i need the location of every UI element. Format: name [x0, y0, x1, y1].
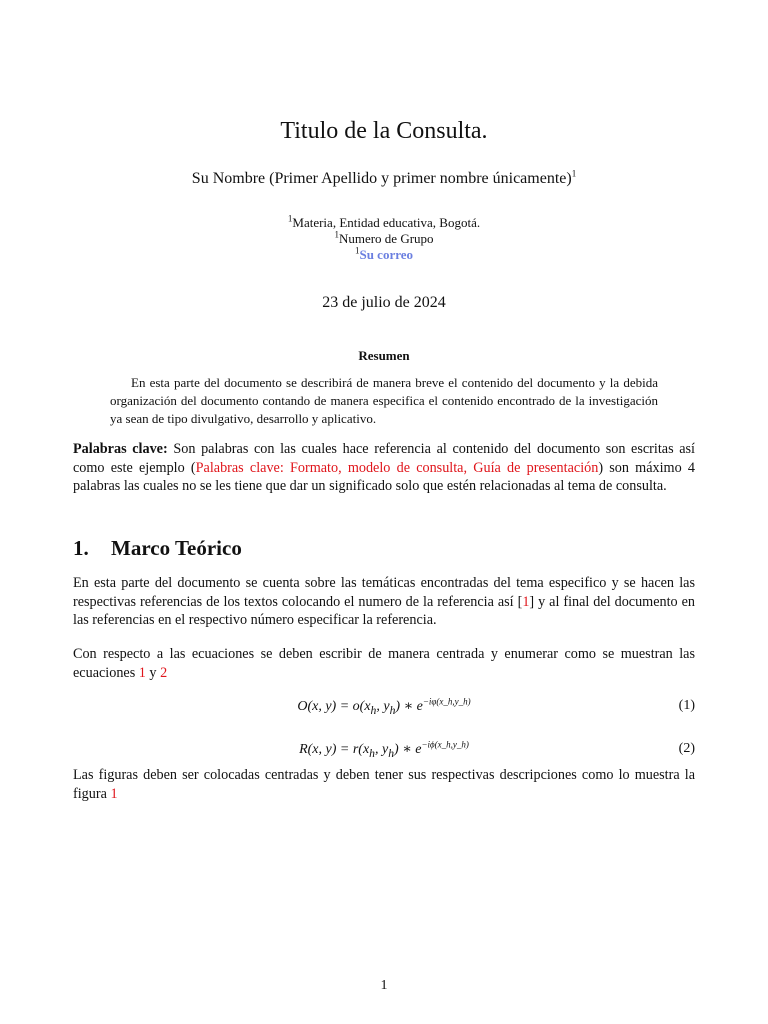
paper-title: Titulo de la Consulta.: [280, 118, 488, 144]
affiliation-group: $^1$Numero de Grupo: [334, 229, 434, 246]
equation-number: (1): [678, 698, 695, 713]
author-line: [0, 170, 768, 188]
citation-link[interactable]: 1: [522, 593, 530, 610]
section-title: Marco Teórico: [111, 536, 242, 560]
equation: [73, 741, 695, 761]
abstract-heading: Resumen: [358, 348, 410, 363]
paragraph-equations: Con respecto a las ecuaciones se deben escribir de manera centrada y enumerar como se muestran las ecuaciones 1 y 2: [73, 646, 695, 681]
keywords-label: Palabras clave:: [73, 441, 168, 457]
page-number: 1: [380, 978, 388, 993]
section-heading: [73, 536, 242, 561]
equation-ref-link[interactable]: 2: [160, 664, 168, 681]
equation-ref-link[interactable]: 1: [138, 664, 146, 681]
equation-body: R(x, $y) = r(x_h$, $y_h$) ∗ $e^{-i\phi(x\_h,y\_h)}$: [299, 739, 469, 760]
affiliation-email: $^1$Su correo: [354, 245, 414, 262]
author-name: Su Nombre (Primer Apellido y primer nombre únicamente): [191, 170, 572, 187]
keywords-example-link[interactable]: Palabras clave: Formato, modelo de consulta, Guía de presentación: [195, 459, 599, 476]
paper-date: 23 de julio de 2024: [322, 294, 446, 311]
paragraph-references: En esta parte del documento se cuenta sobre las temáticas encontradas del tema especifico y se hacen las respectivas referencias de los textos colocando el numero de la referencia así [1] y al final del documento en las referencias en el respectivo número especificar la referencia.: [73, 575, 695, 628]
equation: [73, 698, 695, 718]
affiliation-institution: $^1$Materia, Entidad educativa, Bogotá.: [287, 213, 481, 230]
email-link[interactable]: Su correo: [359, 247, 414, 262]
figure-ref-link[interactable]: 1: [110, 785, 118, 802]
keywords-paragraph: Palabras clave: Son palabras con las cuales hace referencia al contenido del documento son escritas así como este ejemplo (Palabras clave: Formato, modelo de consulta, Guía de presentación) son máximo 4 palabras las cuales no se les tiene que dar un significado solo que estén relacionadas al tema de consulta.: [73, 441, 696, 494]
equation-body: O(x, $y) = o(x_h$, $y_h$) ∗ $e^{-i\varphi(x\_h,y\_h)}$: [297, 696, 471, 717]
author-affiliation-mark: 1: [571, 168, 577, 179]
section-number: 1.: [73, 536, 89, 560]
abstract-text: En esta parte del documento se describirá de manera breve el contenido del documento y la debida organización del documento contando de manera especifica el contenido encontrado de la investigación ya sean de tipo divulgativo, desarrollo y aplicativo.: [110, 375, 658, 426]
equation-number: (2): [678, 741, 695, 756]
paragraph-figures: Las figuras deben ser colocadas centradas y deben tener sus respectivas descripciones como lo muestra la figura 1: [73, 767, 695, 802]
